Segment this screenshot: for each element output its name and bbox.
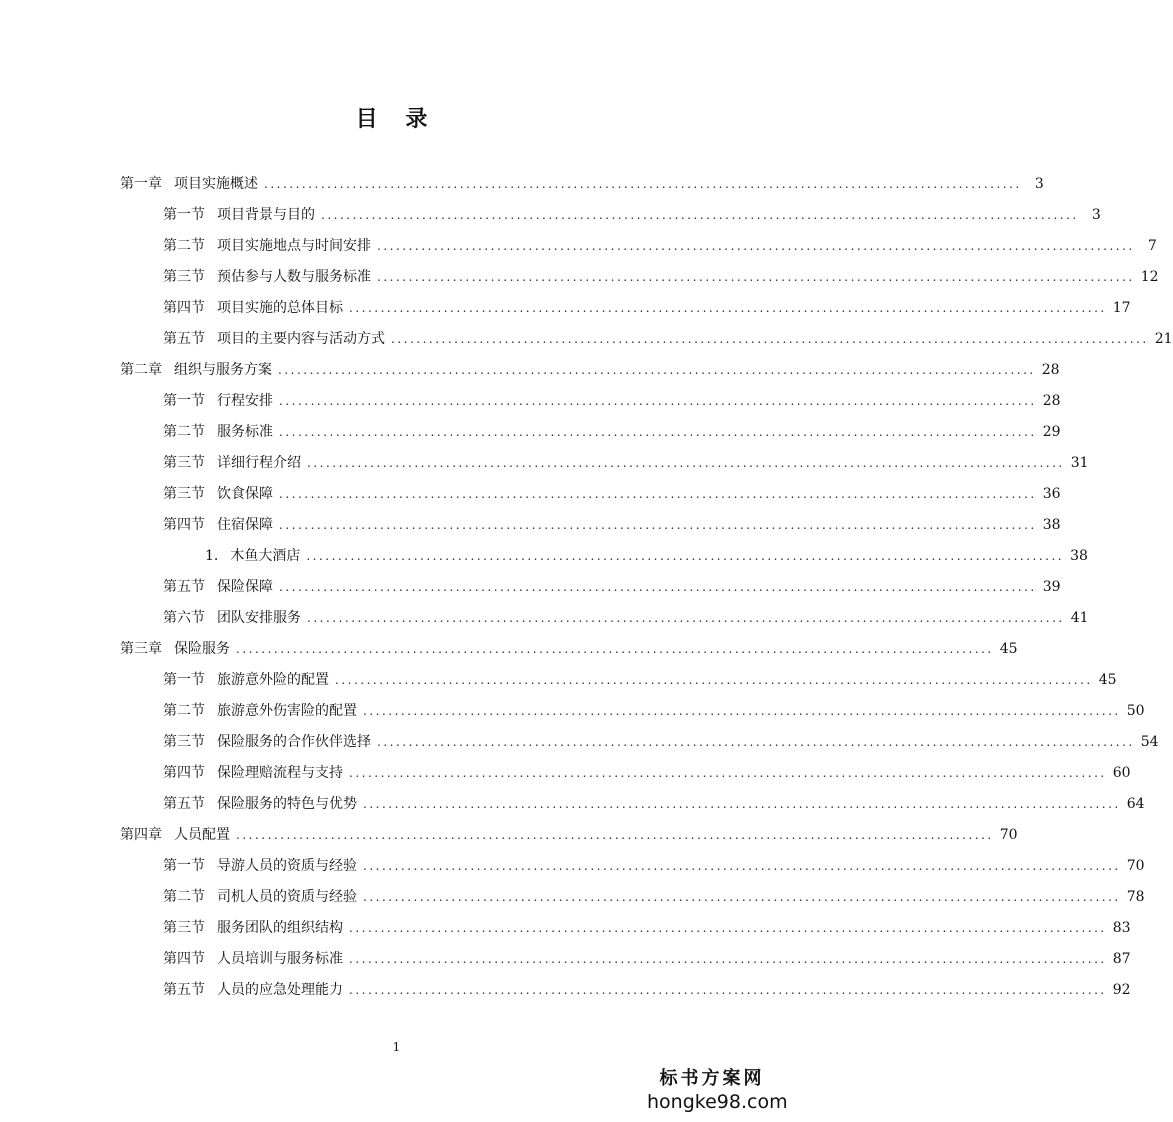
toc-entry-title: 项目实施概述 xyxy=(174,176,258,192)
toc-entry-label xyxy=(120,820,230,851)
toc-page-number: 60 xyxy=(1112,765,1131,781)
toc-section-entry[interactable] xyxy=(163,851,1145,882)
toc-entry-title: 团队安排服务 xyxy=(217,610,301,626)
toc-leader-dots: ........................................................................................................................ xyxy=(349,766,1107,780)
toc-page-number: 3 xyxy=(1091,207,1101,223)
toc-entry-title: 项目实施的总体目标 xyxy=(217,300,343,316)
watermark-name: 标书方案网 xyxy=(659,1068,765,1089)
toc-chapter-entry[interactable] xyxy=(120,634,1018,665)
toc-entry-number: 第六节 xyxy=(163,610,205,626)
toc-entry-label xyxy=(163,231,371,262)
toc-page-number: 87 xyxy=(1112,951,1131,967)
toc-entry-number: 第三节 xyxy=(163,920,205,936)
toc-entry-number: 第三节 xyxy=(163,455,205,471)
toc-entry-title: 项目的主要内容与活动方式 xyxy=(217,331,385,347)
toc-chapter-entry[interactable] xyxy=(120,355,1060,386)
toc-section-entry[interactable] xyxy=(163,262,1159,293)
toc-page-number: 50 xyxy=(1126,703,1145,719)
toc-entry-label xyxy=(163,603,301,634)
toc-leader-dots: ........................................................................................................................ xyxy=(349,301,1107,315)
watermark xyxy=(647,1068,788,1114)
toc-entry-title: 导游人员的资质与经验 xyxy=(217,858,357,874)
toc-entry-number: 第二节 xyxy=(163,238,205,254)
toc-section-entry[interactable] xyxy=(163,882,1145,913)
toc-entry-title: 司机人员的资质与经验 xyxy=(217,889,357,905)
toc-entry-label xyxy=(163,975,343,1006)
toc-entry-title: 保险保障 xyxy=(217,579,273,595)
toc-section-entry[interactable] xyxy=(163,603,1089,634)
toc-section-entry[interactable] xyxy=(163,944,1131,975)
toc-leader-dots: ........................................................................................................................ xyxy=(279,487,1037,501)
toc-leader-dots: ........................................................................................................................ xyxy=(307,456,1065,470)
toc-leader-dots: ........................................................................................................................ xyxy=(363,859,1121,873)
toc-leader-dots: ........................................................................................................................ xyxy=(279,580,1037,594)
toc-entry-title: 项目背景与目的 xyxy=(217,207,315,223)
toc-entry-label xyxy=(163,262,371,293)
toc-entry-title: 组织与服务方案 xyxy=(174,362,272,378)
toc-entry-label xyxy=(163,882,357,913)
toc-leader-dots: ........................................................................................................................ xyxy=(363,890,1121,904)
toc-entry-title: 人员配置 xyxy=(174,827,230,843)
toc-entry-label xyxy=(163,851,357,882)
toc-entry-label xyxy=(120,355,272,386)
toc-entry-label xyxy=(163,944,343,975)
toc-leader-dots: ........................................................................................................................ xyxy=(279,394,1037,408)
toc-entry-number: 第五节 xyxy=(163,579,205,595)
toc-section-entry[interactable] xyxy=(163,913,1131,944)
toc-entry-label xyxy=(163,417,273,448)
toc-section-entry[interactable] xyxy=(163,665,1117,696)
toc-section-entry[interactable] xyxy=(163,758,1131,789)
toc-section-entry[interactable] xyxy=(163,727,1159,758)
toc-entry-label xyxy=(163,727,371,758)
toc-entry-title: 保险理赔流程与支持 xyxy=(217,765,343,781)
toc-page-number: 78 xyxy=(1126,889,1145,905)
toc-entry-number: 第一节 xyxy=(163,858,205,874)
toc-page-number: 38 xyxy=(1042,517,1061,533)
toc-entry-number: 第四节 xyxy=(163,765,205,781)
toc-entry-label xyxy=(163,758,343,789)
toc-leader-dots: ........................................................................................................................ xyxy=(279,425,1037,439)
toc-section-entry[interactable] xyxy=(163,696,1145,727)
toc-page-number: 28 xyxy=(1041,362,1060,378)
page-title: 目 录 xyxy=(355,106,438,132)
toc-entry-number: 1. xyxy=(205,548,219,564)
toc-entry-number: 第三节 xyxy=(163,269,205,285)
toc-leader-dots: ........................................................................................................................ xyxy=(306,549,1065,563)
toc-entry-label xyxy=(163,479,273,510)
toc-entry-label xyxy=(163,386,273,417)
toc-leader-dots: ........................................................................................................................ xyxy=(279,518,1037,532)
toc-entry-number: 第一节 xyxy=(163,672,205,688)
toc-leader-dots: ........................................................................................................................ xyxy=(349,952,1107,966)
toc-entry-number: 第四节 xyxy=(163,517,205,533)
toc-section-entry[interactable] xyxy=(163,386,1061,417)
toc-entry-title: 木鱼大酒店 xyxy=(230,548,301,564)
toc-entry-label xyxy=(163,448,301,479)
toc-entry-number: 第一节 xyxy=(163,393,205,409)
toc-entry-title: 服务团队的组织结构 xyxy=(217,920,343,936)
toc-entry-number: 第三节 xyxy=(163,734,205,750)
toc-entry-label xyxy=(163,696,357,727)
toc-entry-number: 第二节 xyxy=(163,424,205,440)
toc-entry-number: 第五节 xyxy=(163,796,205,812)
toc-entry-number: 第二节 xyxy=(163,703,205,719)
toc-page-number: 41 xyxy=(1070,610,1089,626)
toc-entry-title: 饮食保障 xyxy=(217,486,273,502)
toc-section-entry[interactable] xyxy=(163,479,1061,510)
watermark-url: hongke98.com xyxy=(647,1091,788,1113)
toc-entry-label xyxy=(163,665,329,696)
toc-leader-dots: ........................................................................................................................ xyxy=(278,363,1036,377)
toc-entry-label xyxy=(163,913,343,944)
toc-page-number: 64 xyxy=(1126,796,1145,812)
toc-leader-dots: ........................................................................................................................ xyxy=(236,828,994,842)
toc-leader-dots: ........................................................................................................................ xyxy=(377,239,1135,253)
toc-page-number: 36 xyxy=(1042,486,1061,502)
toc-entry-number: 第二章 xyxy=(120,362,162,378)
toc-entry-label xyxy=(163,324,385,355)
toc-entry-number: 第四章 xyxy=(120,827,162,843)
toc-section-entry[interactable] xyxy=(163,510,1061,541)
toc-chapter-entry[interactable] xyxy=(120,820,1018,851)
toc-entry-title: 住宿保障 xyxy=(217,517,273,533)
toc-entry-number: 第五节 xyxy=(163,331,205,347)
toc-page-number: 7 xyxy=(1147,238,1157,254)
toc-page-number: 45 xyxy=(999,641,1018,657)
toc-section-entry[interactable] xyxy=(163,572,1061,603)
toc-chapter-entry[interactable] xyxy=(120,169,1044,200)
toc-section-entry[interactable] xyxy=(163,200,1101,231)
toc-entry-number: 第二节 xyxy=(163,889,205,905)
toc-page-number: 38 xyxy=(1070,548,1088,564)
toc-entry-number: 第一节 xyxy=(163,207,205,223)
toc-entry-number: 第四节 xyxy=(163,300,205,316)
toc-entry-title: 旅游意外伤害险的配置 xyxy=(217,703,357,719)
toc-entry-label xyxy=(163,510,273,541)
toc-entry-title: 项目实施地点与时间安排 xyxy=(217,238,371,254)
toc-page-number: 70 xyxy=(1126,858,1145,874)
toc-page-number: 54 xyxy=(1140,734,1159,750)
toc-page-number: 3 xyxy=(1034,176,1044,192)
toc-page-number: 83 xyxy=(1112,920,1131,936)
toc-entry-label xyxy=(163,200,315,231)
toc-leader-dots: ........................................................................................................................ xyxy=(363,704,1121,718)
page-number: 1 xyxy=(392,1040,401,1054)
toc-page-number: 29 xyxy=(1042,424,1061,440)
toc-page-number: 17 xyxy=(1112,300,1131,316)
toc-subsection-entry[interactable] xyxy=(205,541,1088,572)
toc-entry-title: 详细行程介绍 xyxy=(217,455,301,471)
toc-page-number: 92 xyxy=(1112,982,1131,998)
toc-page-number: 39 xyxy=(1042,579,1061,595)
toc-entry-number: 第五节 xyxy=(163,982,205,998)
toc-entry-label xyxy=(205,541,300,572)
toc-section-entry[interactable] xyxy=(163,448,1089,479)
toc-leader-dots: ........................................................................................................................ xyxy=(321,208,1079,222)
toc-entry-number: 第三章 xyxy=(120,641,162,657)
toc-leader-dots: ........................................................................................................................ xyxy=(236,642,994,656)
toc-page-number: 31 xyxy=(1070,455,1089,471)
toc-entry-label xyxy=(163,572,273,603)
toc-page-number: 70 xyxy=(999,827,1018,843)
toc-entry-title: 人员的应急处理能力 xyxy=(217,982,343,998)
toc-entry-title: 保险服务的特色与优势 xyxy=(217,796,357,812)
toc-leader-dots: ........................................................................................................................ xyxy=(391,332,1149,346)
toc-leader-dots: ........................................................................................................................ xyxy=(363,797,1121,811)
toc-section-entry[interactable] xyxy=(163,293,1131,324)
toc-section-entry[interactable] xyxy=(163,324,1173,355)
toc-section-entry[interactable] xyxy=(163,417,1061,448)
toc-leader-dots: ........................................................................................................................ xyxy=(377,270,1135,284)
toc-entry-title: 行程安排 xyxy=(217,393,273,409)
toc-leader-dots: ........................................................................................................................ xyxy=(264,177,1022,191)
toc-entry-label xyxy=(163,789,357,820)
toc-entry-number: 第四节 xyxy=(163,951,205,967)
toc-page-number: 45 xyxy=(1098,672,1117,688)
toc-section-entry[interactable] xyxy=(163,975,1131,1006)
toc-section-entry[interactable] xyxy=(163,231,1157,262)
toc-entry-number: 第三节 xyxy=(163,486,205,502)
toc-leader-dots: ........................................................................................................................ xyxy=(349,983,1107,997)
toc-entry-number: 第一章 xyxy=(120,176,162,192)
toc-entry-label xyxy=(120,634,230,665)
toc-entry-label xyxy=(163,293,343,324)
toc-entry-title: 人员培训与服务标准 xyxy=(217,951,343,967)
toc-page-number: 28 xyxy=(1042,393,1061,409)
toc-leader-dots: ........................................................................................................................ xyxy=(307,611,1065,625)
toc-entry-title: 保险服务 xyxy=(174,641,230,657)
toc-leader-dots: ........................................................................................................................ xyxy=(335,673,1093,687)
toc-page-number: 12 xyxy=(1140,269,1159,285)
toc-leader-dots: ........................................................................................................................ xyxy=(349,921,1107,935)
toc-entry-title: 预估参与人数与服务标准 xyxy=(217,269,371,285)
toc-section-entry[interactable] xyxy=(163,789,1145,820)
toc-entry-label xyxy=(120,169,258,200)
toc-entry-title: 服务标准 xyxy=(217,424,273,440)
toc-leader-dots: ........................................................................................................................ xyxy=(377,735,1135,749)
toc-entry-title: 保险服务的合作伙伴选择 xyxy=(217,734,371,750)
toc-page-number: 21 xyxy=(1154,331,1173,347)
toc-entry-title: 旅游意外险的配置 xyxy=(217,672,329,688)
